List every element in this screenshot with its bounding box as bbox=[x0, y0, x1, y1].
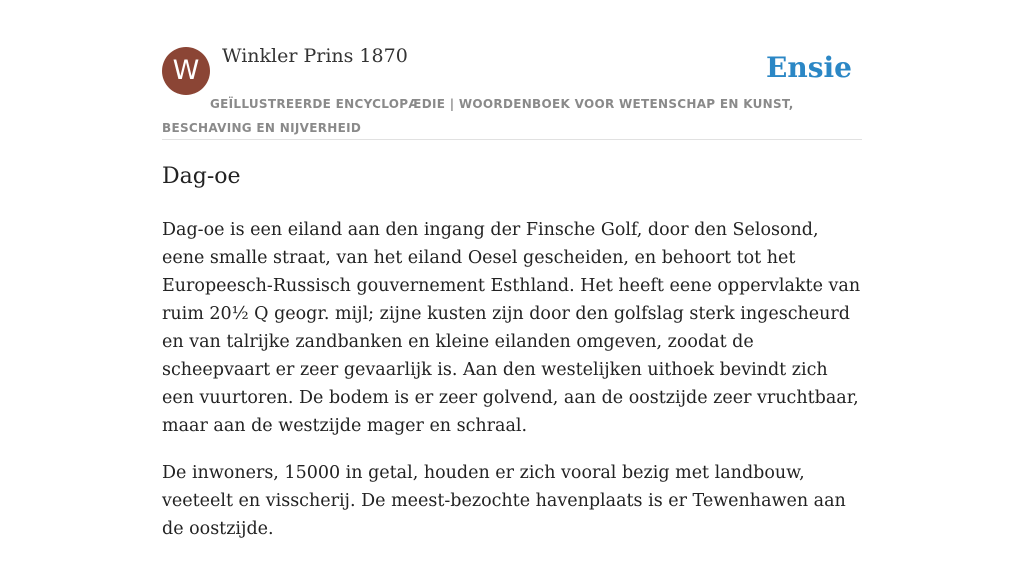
header-divider bbox=[162, 139, 862, 140]
article-paragraph: Dag-oe is een eiland aan den ingang der Finsche Golf, door den Selosond, eene smalle straat, van het eiland Oesel gescheiden, en behoort tot het Europeesch-Russisch gouvernement Esthland. Het heeft eene oppervlakte van ruim 20½ Q geogr. mijl; zijne kusten zijn door den golfslag sterk ingescheurd en van talrijke zandbanken en kleine eilanden omgeven, zoodat de scheepvaart er zeer gevaarlijk is. Aan den westelijken uithoek bevindt zich een vuurtoren. De bodem is er zeer golvend, aan de oostzijde zeer vruchtbaar, maar aan de westzijde mager en schraal. bbox=[162, 220, 861, 436]
ensie-logo[interactable]: Ensie bbox=[766, 51, 852, 84]
article-body bbox=[162, 216, 864, 562]
article-title: Dag-oe bbox=[162, 164, 241, 189]
source-title-link[interactable]: Winkler Prins 1870 bbox=[222, 45, 408, 67]
avatar[interactable]: W bbox=[162, 47, 210, 95]
article-paragraph: De inwoners, 15000 in getal, houden er zich vooral bezig met landbouw, veeteelt en visscherij. De meest-bezochte havenplaats is er Tewenhawen aan de oostzijde. bbox=[162, 463, 846, 539]
source-subtitle: GEÏLLUSTREERDE ENCYCLOPÆDIE | WOORDENBOEK VOOR WETENSCHAP EN KUNST, BESCHAVING EN NIJVERHEID bbox=[162, 97, 794, 135]
